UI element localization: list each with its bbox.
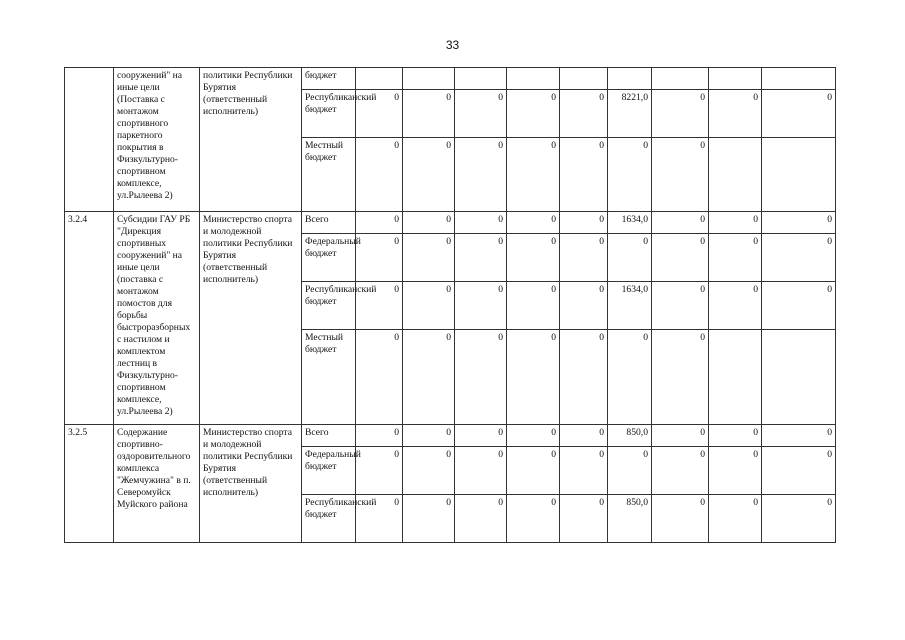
value-cell: 0 [652,330,709,425]
value-cell: 0 [652,425,709,447]
value-cell: 0 [560,212,608,234]
value-cell [762,68,836,90]
value-cell: 0 [455,425,507,447]
value-cell: 0 [403,90,455,138]
value-cell: 0 [652,138,709,212]
value-cell [762,330,836,425]
value-cell: 0 [403,138,455,212]
value-cell: 0 [455,282,507,330]
value-cell: 0 [507,282,560,330]
value-cell: 0 [403,212,455,234]
executor-cell: Министерство спорта и молодежной политики Республики Бурятия (ответственный исполнитель) [200,425,302,543]
value-cell: 0 [403,447,455,495]
executor-cell: политики Республики Бурятия (ответственный исполнитель) [200,68,302,212]
table-row [65,425,836,447]
value-cell [507,68,560,90]
value-cell: 0 [709,447,762,495]
funding-source-cell: Федеральный бюджет [302,447,356,495]
value-cell: 0 [608,330,652,425]
funding-source-cell: Местный бюджет [302,138,356,212]
value-cell: 0 [608,447,652,495]
value-cell: 0 [652,447,709,495]
value-cell: 0 [356,282,403,330]
value-cell: 8221,0 [608,90,652,138]
value-cell: 0 [652,212,709,234]
value-cell: 0 [356,212,403,234]
value-cell: 0 [709,90,762,138]
value-cell: 0 [356,90,403,138]
value-cell: 0 [560,234,608,282]
value-cell: 0 [455,495,507,543]
value-cell [709,330,762,425]
value-cell: 0 [356,234,403,282]
value-cell: 0 [709,282,762,330]
value-cell: 0 [356,138,403,212]
value-cell: 0 [455,90,507,138]
value-cell: 0 [455,234,507,282]
value-cell: 0 [652,234,709,282]
value-cell [455,68,507,90]
value-cell: 0 [560,138,608,212]
value-cell: 0 [560,330,608,425]
value-cell: 0 [560,495,608,543]
value-cell: 0 [560,90,608,138]
table-row [65,212,836,234]
value-cell [403,68,455,90]
value-cell: 0 [455,212,507,234]
value-cell: 0 [455,330,507,425]
value-cell: 0 [560,425,608,447]
value-cell: 0 [403,495,455,543]
value-cell: 0 [356,425,403,447]
value-cell: 0 [709,425,762,447]
budget-table [64,67,836,543]
value-cell: 850,0 [608,495,652,543]
value-cell: 0 [762,90,836,138]
table-row [65,68,836,90]
value-cell: 0 [455,447,507,495]
funding-source-cell: бюджет [302,68,356,90]
value-cell: 0 [356,447,403,495]
value-cell: 0 [709,234,762,282]
value-cell: 850,0 [608,425,652,447]
value-cell [560,68,608,90]
value-cell: 0 [507,138,560,212]
value-cell: 0 [507,234,560,282]
value-cell: 0 [507,447,560,495]
item-name-cell: сооружений" на иные цели (Поставка с монтажом спортивного паркетного покрытия в Физкультурно-спортивном комплексе, ул.Рылеева 2) [114,68,200,212]
funding-source-cell: Республиканский бюджет [302,495,356,543]
value-cell: 0 [709,212,762,234]
value-cell: 0 [455,138,507,212]
page-number: 33 [445,38,460,52]
value-cell: 0 [560,447,608,495]
value-cell: 0 [356,495,403,543]
item-code-cell [65,68,114,212]
value-cell: 0 [762,212,836,234]
value-cell [709,68,762,90]
funding-source-cell: Республиканский бюджет [302,282,356,330]
value-cell: 0 [507,330,560,425]
value-cell [652,68,709,90]
value-cell: 0 [507,425,560,447]
value-cell [356,68,403,90]
value-cell [762,138,836,212]
value-cell: 0 [507,212,560,234]
funding-source-cell: Республиканский бюджет [302,90,356,138]
funding-source-cell: Всего [302,425,356,447]
value-cell: 0 [762,234,836,282]
value-cell: 0 [652,282,709,330]
executor-cell: Министерство спорта и молодежной политики Республики Бурятия (ответственный исполнитель) [200,212,302,425]
item-code-cell: 3.2.5 [65,425,114,543]
value-cell: 0 [403,425,455,447]
value-cell: 0 [762,425,836,447]
value-cell: 0 [403,282,455,330]
value-cell: 0 [356,330,403,425]
value-cell: 0 [762,495,836,543]
value-cell [709,138,762,212]
value-cell: 1634,0 [608,282,652,330]
value-cell: 0 [608,234,652,282]
value-cell: 0 [403,330,455,425]
item-name-cell: Содержание спортивно-оздоровительного комплекса "Жемчужина" в п. Северомуйск Муйского района [114,425,200,543]
value-cell: 0 [403,234,455,282]
funding-source-cell: Федеральный бюджет [302,234,356,282]
value-cell: 0 [507,495,560,543]
value-cell: 1634,0 [608,212,652,234]
value-cell: 0 [507,90,560,138]
value-cell: 0 [652,495,709,543]
value-cell: 0 [560,282,608,330]
value-cell: 0 [608,138,652,212]
value-cell [608,68,652,90]
funding-source-cell: Местный бюджет [302,330,356,425]
funding-source-cell: Всего [302,212,356,234]
item-name-cell: Субсидии ГАУ РБ "Дирекция спортивных сооружений" на иные цели (поставка с монтажом помостов для борьбы быстроразборных с настилом и комплектом лестниц в Физкультурно-спортивном комплексе, ул.Рылеева 2) [114,212,200,425]
value-cell: 0 [762,447,836,495]
item-code-cell: 3.2.4 [65,212,114,425]
value-cell: 0 [762,282,836,330]
value-cell: 0 [652,90,709,138]
value-cell: 0 [709,495,762,543]
